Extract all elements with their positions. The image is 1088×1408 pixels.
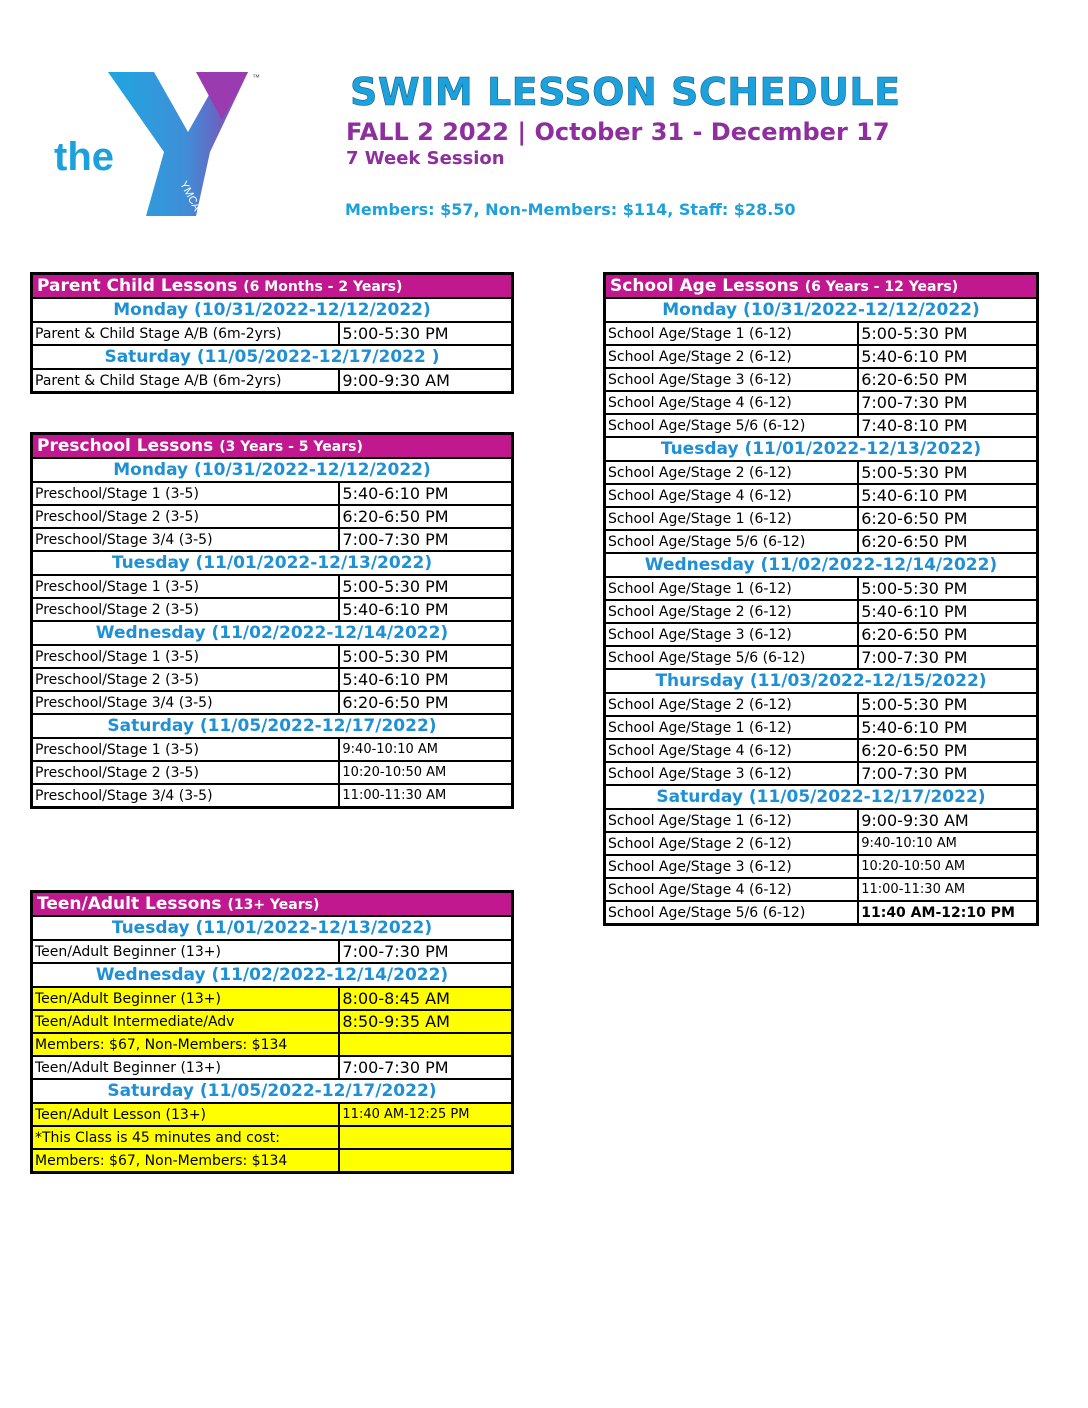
lesson-name: School Age/Stage 1 (6-12) (605, 577, 859, 600)
table-row (32, 1126, 513, 1149)
lesson-time (339, 1033, 512, 1056)
table-row (32, 1103, 513, 1126)
lesson-time (339, 1149, 512, 1173)
day-heading: Thursday (11/03/2022-12/15/2022) (605, 669, 1038, 693)
section-title: Teen/Adult Lessons (37, 893, 222, 914)
table-row (605, 530, 1038, 553)
lesson-name: Preschool/Stage 3/4 (3-5) (32, 784, 340, 808)
table-row (32, 505, 513, 528)
lesson-time: 5:40-6:10 PM (858, 716, 1037, 739)
lesson-name: Preschool/Stage 1 (3-5) (32, 738, 340, 761)
table-row (605, 646, 1038, 669)
lesson-name: Preschool/Stage 2 (3-5) (32, 598, 340, 621)
logo-tm-text: ™ (252, 73, 260, 82)
lesson-time: 11:40 AM-12:10 PM (858, 901, 1037, 925)
table-row (32, 322, 513, 345)
day-heading: Tuesday (11/01/2022-12/13/2022) (32, 916, 513, 940)
teen-adult-body (32, 892, 513, 1173)
lesson-name: Preschool/Stage 3/4 (3-5) (32, 528, 340, 551)
day-row (605, 785, 1038, 809)
parent-child-body (32, 274, 513, 393)
day-heading: Monday (10/31/2022-12/12/2022) (32, 458, 513, 482)
lesson-time: 5:40-6:10 PM (339, 598, 512, 621)
lesson-time: 7:00-7:30 PM (339, 940, 512, 963)
parent-child-table (30, 272, 514, 394)
section-ages: (13+ Years) (227, 896, 320, 913)
lesson-name: Teen/Adult Lesson (13+) (32, 1103, 340, 1126)
lesson-name: School Age/Stage 4 (6-12) (605, 484, 859, 507)
lesson-time: 7:00-7:30 PM (339, 1056, 512, 1079)
lesson-time: 11:40 AM-12:25 PM (339, 1103, 512, 1126)
table-row (32, 645, 513, 668)
lesson-time: 6:20-6:50 PM (858, 530, 1037, 553)
lesson-name: School Age/Stage 5/6 (6-12) (605, 530, 859, 553)
table-row (605, 855, 1038, 878)
lesson-name: School Age/Stage 1 (6-12) (605, 716, 859, 739)
lesson-time: 5:40-6:10 PM (858, 600, 1037, 623)
lesson-time: 5:40-6:10 PM (858, 345, 1037, 368)
table-row (605, 322, 1038, 345)
day-row (32, 345, 513, 369)
lesson-name: Preschool/Stage 3/4 (3-5) (32, 691, 340, 714)
table-row (32, 1149, 513, 1173)
lesson-name: School Age/Stage 5/6 (6-12) (605, 414, 859, 437)
lesson-time: 5:00-5:30 PM (339, 575, 512, 598)
section-header (32, 434, 513, 459)
lesson-name: School Age/Stage 1 (6-12) (605, 809, 859, 832)
lesson-name: School Age/Stage 1 (6-12) (605, 507, 859, 530)
lesson-time: 7:00-7:30 PM (858, 762, 1037, 785)
lesson-time: 5:00-5:30 PM (858, 577, 1037, 600)
day-row (32, 551, 513, 575)
table-row (605, 484, 1038, 507)
lesson-name: Preschool/Stage 2 (3-5) (32, 668, 340, 691)
lesson-time: 7:40-8:10 PM (858, 414, 1037, 437)
lesson-time: 5:40-6:10 PM (339, 482, 512, 505)
lesson-name: School Age/Stage 2 (6-12) (605, 345, 859, 368)
lesson-name: School Age/Stage 3 (6-12) (605, 623, 859, 646)
day-heading: Monday (10/31/2022-12/12/2022) (605, 298, 1038, 322)
table-row (605, 507, 1038, 530)
lesson-name: School Age/Stage 4 (6-12) (605, 739, 859, 762)
day-row (605, 298, 1038, 322)
day-row (32, 1079, 513, 1103)
section-ages: (3 Years - 5 Years) (219, 438, 363, 455)
lesson-time: 5:00-5:30 PM (339, 645, 512, 668)
table-row (32, 784, 513, 808)
table-row (605, 878, 1038, 901)
lesson-time: 9:40-10:10 AM (339, 738, 512, 761)
lesson-name: School Age/Stage 4 (6-12) (605, 391, 859, 414)
lesson-time: 7:00-7:30 PM (858, 646, 1037, 669)
table-row (605, 693, 1038, 716)
lesson-time: 9:00-9:30 AM (858, 809, 1037, 832)
logo-ymca-text: YMCA (177, 179, 203, 213)
section-ages: (6 Years - 12 Years) (804, 278, 959, 295)
table-row (32, 1033, 513, 1056)
table-row (32, 668, 513, 691)
lesson-name: School Age/Stage 1 (6-12) (605, 322, 859, 345)
lesson-time: 6:20-6:50 PM (858, 623, 1037, 646)
page-title: SWIM LESSON SCHEDULE (350, 70, 901, 114)
table-row (605, 739, 1038, 762)
lesson-name: School Age/Stage 2 (6-12) (605, 600, 859, 623)
session-subtitle: FALL 2 2022 | October 31 - December 17 (346, 118, 890, 146)
table-row (32, 528, 513, 551)
lesson-name: Preschool/Stage 1 (3-5) (32, 482, 340, 505)
day-heading: Saturday (11/05/2022-12/17/2022) (32, 714, 513, 738)
lesson-time: 5:00-5:30 PM (858, 693, 1037, 716)
lesson-name: Parent & Child Stage A/B (6m-2yrs) (32, 322, 340, 345)
table-row (605, 461, 1038, 484)
table-row (605, 414, 1038, 437)
section-title: School Age Lessons (610, 275, 799, 296)
lesson-time: 9:40-10:10 AM (858, 832, 1037, 855)
day-row (605, 669, 1038, 693)
day-heading: Monday (10/31/2022-12/12/2022) (32, 298, 513, 322)
day-row (32, 963, 513, 987)
section-ages: (6 Months - 2 Years) (243, 278, 403, 295)
lesson-name: School Age/Stage 4 (6-12) (605, 878, 859, 901)
table-row (32, 691, 513, 714)
school-age-body (605, 274, 1038, 925)
preschool-body (32, 434, 513, 808)
table-row (32, 1056, 513, 1079)
lesson-name: School Age/Stage 3 (6-12) (605, 855, 859, 878)
ymca-logo (50, 68, 270, 220)
day-row (32, 298, 513, 322)
lesson-name: Teen/Adult Beginner (13+) (32, 940, 340, 963)
table-row (32, 482, 513, 505)
table-row (605, 391, 1038, 414)
lesson-time: 6:20-6:50 PM (339, 691, 512, 714)
preschool-table (30, 432, 514, 809)
day-row (32, 458, 513, 482)
table-row (605, 716, 1038, 739)
lesson-time: 11:00-11:30 AM (858, 878, 1037, 901)
day-row (32, 621, 513, 645)
lesson-name: School Age/Stage 3 (6-12) (605, 762, 859, 785)
table-row (32, 761, 513, 784)
day-row (32, 714, 513, 738)
table-row (605, 901, 1038, 925)
lesson-name: Members: $67, Non-Members: $134 (32, 1149, 340, 1173)
section-header (605, 274, 1038, 299)
table-row (32, 369, 513, 393)
lesson-time: 7:00-7:30 PM (858, 391, 1037, 414)
lesson-name: Teen/Adult Beginner (13+) (32, 1056, 340, 1079)
lesson-time: 5:00-5:30 PM (858, 322, 1037, 345)
lesson-time: 5:40-6:10 PM (339, 668, 512, 691)
lesson-time: 10:20-10:50 AM (858, 855, 1037, 878)
table-row (32, 598, 513, 621)
section-header (32, 892, 513, 917)
day-row (605, 437, 1038, 461)
lesson-time (339, 1126, 512, 1149)
lesson-name: School Age/Stage 3 (6-12) (605, 368, 859, 391)
school-age-table (603, 272, 1039, 926)
table-row (32, 940, 513, 963)
lesson-time: 10:20-10:50 AM (339, 761, 512, 784)
day-heading: Tuesday (11/01/2022-12/13/2022) (605, 437, 1038, 461)
lesson-name: School Age/Stage 5/6 (6-12) (605, 901, 859, 925)
lesson-name: Members: $67, Non-Members: $134 (32, 1033, 340, 1056)
section-title: Parent Child Lessons (37, 275, 238, 296)
lesson-time: 8:50-9:35 AM (339, 1010, 512, 1033)
table-row (605, 368, 1038, 391)
day-heading: Tuesday (11/01/2022-12/13/2022) (32, 551, 513, 575)
logo-the-text: the (54, 135, 114, 179)
lesson-time: 9:00-9:30 AM (339, 369, 512, 393)
section-header (32, 274, 513, 299)
table-row (605, 832, 1038, 855)
table-row (32, 1010, 513, 1033)
table-row (605, 809, 1038, 832)
lesson-name: School Age/Stage 2 (6-12) (605, 461, 859, 484)
lesson-time: 8:00-8:45 AM (339, 987, 512, 1010)
session-length: 7 Week Session (346, 148, 505, 169)
day-heading: Wednesday (11/02/2022-12/14/2022) (605, 553, 1038, 577)
lesson-name: School Age/Stage 2 (6-12) (605, 693, 859, 716)
table-row (605, 345, 1038, 368)
day-heading: Wednesday (11/02/2022-12/14/2022) (32, 963, 513, 987)
lesson-time: 6:20-6:50 PM (858, 507, 1037, 530)
day-heading: Saturday (11/05/2022-12/17/2022 ) (32, 345, 513, 369)
day-row (605, 553, 1038, 577)
lesson-time: 11:00-11:30 AM (339, 784, 512, 808)
lesson-time: 5:00-5:30 PM (339, 322, 512, 345)
lesson-name: Parent & Child Stage A/B (6m-2yrs) (32, 369, 340, 393)
lesson-name: School Age/Stage 5/6 (6-12) (605, 646, 859, 669)
table-row (605, 600, 1038, 623)
teen-adult-table (30, 890, 514, 1174)
lesson-time: 6:20-6:50 PM (858, 368, 1037, 391)
lesson-name: Preschool/Stage 1 (3-5) (32, 575, 340, 598)
lesson-name: Teen/Adult Beginner (13+) (32, 987, 340, 1010)
lesson-time: 5:00-5:30 PM (858, 461, 1037, 484)
lesson-name: Preschool/Stage 2 (3-5) (32, 505, 340, 528)
day-heading: Saturday (11/05/2022-12/17/2022) (32, 1079, 513, 1103)
lesson-name: Teen/Adult Intermediate/Adv (32, 1010, 340, 1033)
lesson-time: 6:20-6:50 PM (858, 739, 1037, 762)
lesson-name: Preschool/Stage 1 (3-5) (32, 645, 340, 668)
table-row (605, 623, 1038, 646)
lesson-time: 6:20-6:50 PM (339, 505, 512, 528)
table-row (32, 575, 513, 598)
day-heading: Wednesday (11/02/2022-12/14/2022) (32, 621, 513, 645)
day-row (32, 916, 513, 940)
lesson-time: 7:00-7:30 PM (339, 528, 512, 551)
day-heading: Saturday (11/05/2022-12/17/2022) (605, 785, 1038, 809)
table-row (32, 987, 513, 1010)
table-row (605, 762, 1038, 785)
lesson-name: School Age/Stage 2 (6-12) (605, 832, 859, 855)
lesson-time: 5:40-6:10 PM (858, 484, 1037, 507)
lesson-name: Preschool/Stage 2 (3-5) (32, 761, 340, 784)
pricing-info: Members: $57, Non-Members: $114, Staff: $28.50 (345, 200, 796, 219)
lesson-name: *This Class is 45 minutes and cost: (32, 1126, 340, 1149)
table-row (605, 577, 1038, 600)
table-row (32, 738, 513, 761)
section-title: Preschool Lessons (37, 435, 214, 456)
